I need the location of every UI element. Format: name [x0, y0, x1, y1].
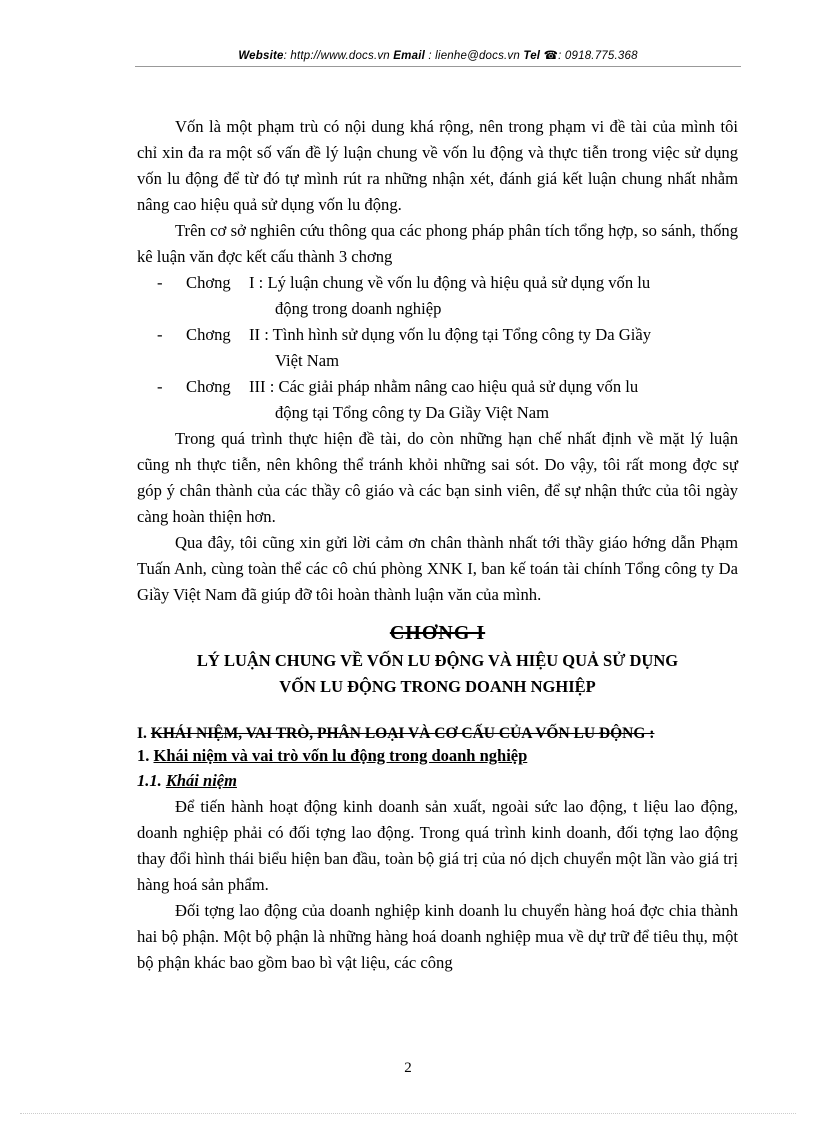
chapter-list-item [137, 374, 738, 426]
header-divider [135, 66, 741, 67]
section-1-text: KHÁI NIỆM, VAI TRÒ, PHÂN LOẠI VÀ CƠ CẤU CỦA VỐN LU ĐỘNG : [150, 725, 655, 742]
list-line2: động trong doanh nghiệp [275, 299, 442, 318]
section-2-text: Khái niệm và vai trò vốn lu động trong doanh nghiệp [153, 746, 528, 765]
intro-paragraph-1: Vốn là một phạm trù có nội dung khá rộng, nên trong phạm vi đề tài của mình tôi chỉ xin đa ra một số vấn đề lý luận chung về vốn lu động và thực tiễn trong việc sử dụng vốn lu động để từ đó tự mình rút ra những nhận xét, đánh giá kết luận chung nhất nhằm nâng cao hiệu quả sử dụng vốn lu động. [137, 117, 738, 214]
footer-divider [20, 1113, 796, 1114]
document-body [137, 114, 738, 976]
page-number: 2 [404, 1060, 412, 1076]
chapter-subtitle-line1: LÝ LUẬN CHUNG VỀ VỐN LU ĐỘNG VÀ HIỆU QUẢ SỬ DỤNG [196, 651, 679, 670]
list-num: I : [249, 273, 264, 292]
section-heading-3 [137, 768, 738, 794]
list-line2: Việt Nam [275, 351, 339, 370]
list-dash: - [157, 377, 163, 396]
list-num: II : [249, 325, 269, 344]
intro-paragraph-2: Trên cơ sở nghiên cứu thông qua các phong pháp phân tích tổng hợp, so sánh, thống kê luận văn đợc kết cấu thành 3 chơng [137, 221, 738, 266]
chapter-list-item [137, 322, 738, 374]
body-paragraph-4: Qua đây, tôi cũng xin gửi lời cảm ơn chân thành nhất tới thầy giáo hớng dẫn Phạm Tuấn Anh, cùng toàn thể các cô chú phòng XNK I, ban kế toán tài chính Tổng công ty Da Giầy Việt Nam đã giúp đỡ tôi hoàn thành luận văn của mình. [137, 533, 738, 604]
section-1-number: I. [137, 725, 147, 742]
website-label: Website [238, 50, 284, 62]
tel-value: : 0918.775.368 [558, 50, 638, 62]
list-num: III : [249, 377, 275, 396]
list-label: Chơng [186, 325, 231, 344]
section-3-number: 1.1. [137, 771, 162, 790]
tel-label: Tel [523, 50, 541, 62]
email-label: Email [393, 50, 425, 62]
list-dash: - [157, 273, 163, 292]
chapter-subtitle-line2: VỐN LU ĐỘNG TRONG DOANH NGHIỆP [279, 677, 596, 696]
section-heading-2 [137, 744, 738, 768]
list-dash: - [157, 325, 163, 344]
phone-icon: ☎ [543, 50, 559, 62]
body-paragraph-5: Để tiến hành hoạt động kinh doanh sản xuất, ngoài sức lao động, t liệu lao động, doanh nghiệp phải có đối tợng lao động. Trong quá trình kinh doanh, đối tợng lao động thay đổi hình thái biểu hiện ban đầu, toàn bộ giá trị của nó dịch chuyển một lần vào giá trị hàng hoá sản phẩm. [137, 797, 738, 894]
page-header [135, 48, 741, 62]
website-value: : http://www.docs.vn [283, 50, 390, 62]
email-value: : lienhe@docs.vn [428, 50, 520, 62]
list-label: Chơng [186, 273, 231, 292]
list-line1: Tình hình sử dụng vốn lu động tại Tổng công ty Da Giầy [272, 325, 651, 344]
body-paragraph-6: Đối tợng lao động của doanh nghiệp kinh doanh lu chuyển hàng hoá đợc chia thành hai bộ phận. Một bộ phận là những hàng hoá doanh nghiệp mua về dự trữ để tiêu thụ, một bộ phận khác bao gồm bao bì vật liệu, các công [137, 901, 738, 972]
list-line1: Lý luận chung về vốn lu động và hiệu quả sử dụng vốn lu [267, 273, 651, 292]
list-line1: Các giải pháp nhằm nâng cao hiệu quả sử dụng vốn lu [278, 377, 639, 396]
section-2-number: 1. [137, 746, 150, 765]
chapter-list-item [137, 270, 738, 322]
chapter-title: CHƠNG I [389, 622, 486, 644]
section-3-text: Khái niệm [165, 771, 237, 790]
section-heading-1 [137, 724, 738, 744]
body-paragraph-3: Trong quá trình thực hiện đề tài, do còn những hạn chế nhất định về mặt lý luận cũng nh thực tiễn, nên không thể tránh khỏi những sai sót. Do vậy, tôi rất mong đợc sự góp ý chân thành của các thầy cô giáo và các bạn sinh viên, để sự nhận thức của tôi ngày càng hoàn thiện hơn. [137, 429, 738, 526]
list-line2: động tại Tổng công ty Da Giầy Việt Nam [275, 403, 549, 422]
list-label: Chơng [186, 377, 231, 396]
